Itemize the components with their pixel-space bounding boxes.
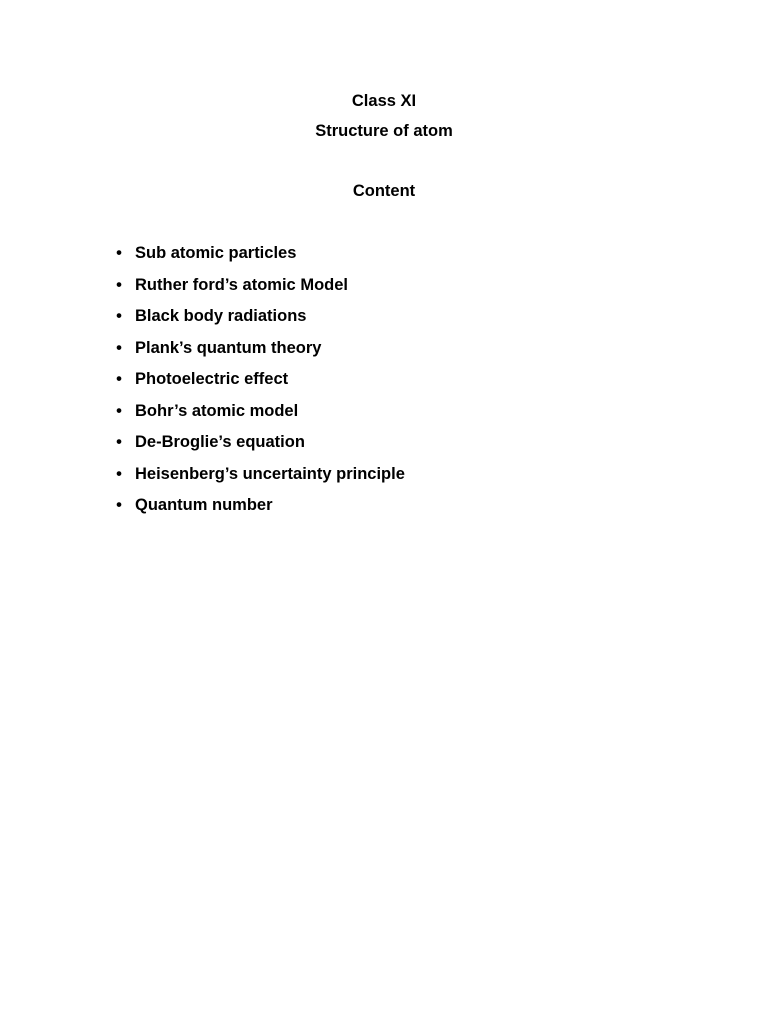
bullet-icon: •	[116, 401, 122, 420]
bullet-icon: •	[116, 370, 122, 388]
bullet-icon: •	[116, 244, 122, 262]
topic-text: Black body radiations	[135, 307, 307, 325]
list-item	[0, 338, 768, 370]
list-item	[0, 275, 768, 307]
subject-title: Structure of atom	[315, 122, 453, 140]
bullet-icon: •	[116, 496, 122, 514]
topic-text: De-Broglie’s equation	[135, 433, 305, 451]
topic-text: Quantum number	[135, 496, 273, 514]
class-label: Class XI	[351, 92, 417, 110]
topic-text: Plank’s quantum theory	[135, 338, 322, 357]
list-item	[0, 432, 768, 464]
bullet-icon: •	[116, 433, 122, 451]
topic-text: Ruther ford’s atomic Model	[135, 275, 348, 294]
list-item	[0, 369, 768, 401]
topic-text: Bohr’s atomic model	[135, 401, 299, 420]
topic-text: Photoelectric effect	[135, 370, 289, 388]
topic-text: Heisenberg’s uncertainty principle	[135, 464, 405, 483]
list-item	[0, 243, 768, 275]
list-item	[0, 306, 768, 338]
list-item	[0, 401, 768, 433]
topic-list	[0, 243, 768, 527]
content-heading: Content	[352, 182, 416, 200]
bullet-icon: •	[116, 275, 122, 294]
topic-text: Sub atomic particles	[135, 244, 297, 262]
list-item	[0, 495, 768, 527]
bullet-icon: •	[116, 307, 122, 325]
bullet-icon: •	[116, 464, 122, 483]
list-item	[0, 464, 768, 496]
bullet-icon: •	[116, 338, 122, 357]
